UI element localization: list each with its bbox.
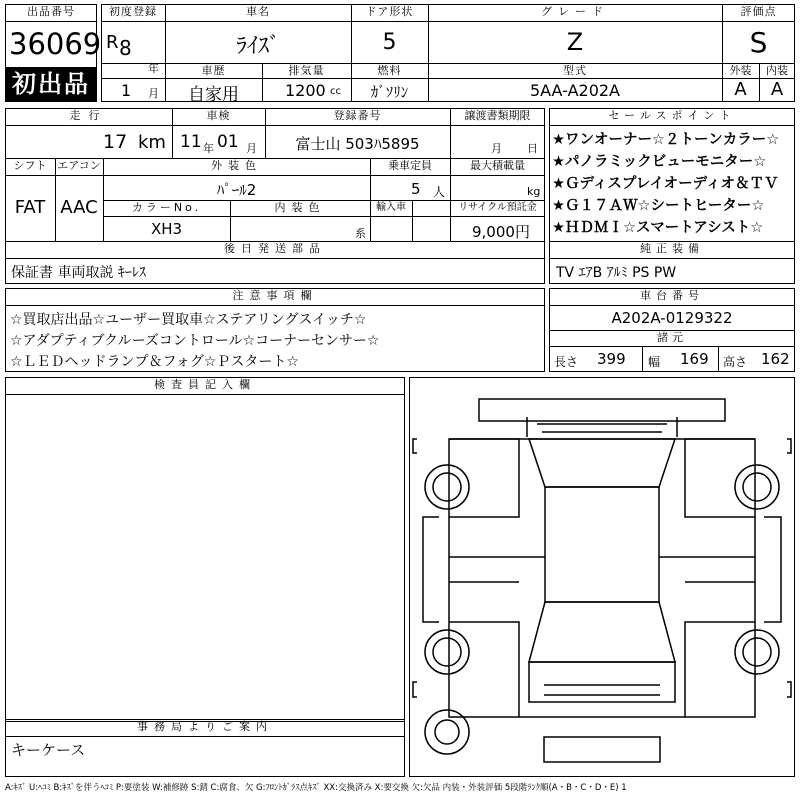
color-no-value: XH3 (150, 220, 183, 238)
interior-label: 内装 (766, 64, 788, 77)
model-code-value: 5AA-A202A (529, 81, 620, 100)
fuel-label: 燃料 (377, 64, 402, 77)
recycle-value: 9,000円 (472, 223, 530, 241)
score-label: 評価点 (740, 5, 777, 18)
transfer-day-unit: 日 (527, 142, 538, 155)
first-reg-month: 1 (121, 81, 132, 100)
length-value: 399 (597, 350, 626, 368)
mileage-unit: km (138, 132, 166, 153)
capacity-value: 5 (411, 180, 421, 198)
legend-text: A:ｷｽﾞ U:ﾍｺﾐ B:ｷｽﾞを伴うﾍｺﾐ P:要塗装 W:補修跡 S:錆 C:腐食、欠 G:ﾌﾛﾝﾄｶﾞﾗｽ点ｷｽﾞ XX:交換済み X:要交換 欠:欠品 内装・外装評価 5段階ﾗﾝｸ順(A・B・C・D・E) 1 (5, 783, 627, 793)
first-reg-month-unit: 月 (148, 87, 159, 100)
exterior-label: 外装 (729, 64, 752, 77)
lot-label: 出品番号 (27, 5, 75, 18)
first-reg-era: R (106, 32, 119, 53)
later-items-label: 後日発送部品 (224, 242, 326, 255)
history-value: 自家用 (188, 85, 239, 105)
aircon-label: エアコン (57, 159, 101, 172)
lot-number: 36069 (9, 27, 102, 61)
notes-line: ☆買取店出品☆ユーザー買取車☆ステアリングスイッチ☆ (10, 312, 367, 328)
car-name-label: 車名 (246, 5, 270, 18)
max-load-unit: kg (527, 185, 541, 198)
recycle-label: リサイクル預託金 (458, 202, 537, 213)
office-value: キーケース (11, 741, 86, 759)
height-value: 162 (761, 350, 790, 368)
int-color-label: 内装色 (274, 201, 326, 214)
first-reg-label: 初度登録 (109, 5, 157, 18)
doors-value: 5 (382, 30, 397, 55)
mileage-value: 17 (103, 131, 128, 153)
notes-line: ☆ＬＥＤヘッドランプ＆フォグ☆Ｐスタート☆ (10, 354, 299, 370)
sales-point-line: ★Ｇ１７ＡＷ☆シートヒーター☆ (552, 198, 765, 214)
car-name: ﾗｲｽﾞ (235, 34, 280, 59)
first-listing-badge: 初出品 (6, 67, 96, 101)
equipment-label: 純正装備 (640, 242, 704, 255)
later-items-value: 保証書 車両取説 ｷｰﾚｽ (11, 265, 146, 281)
sales-point-line: ★パノラミックビューモニター☆ (552, 154, 767, 170)
displacement-value: 1200 (285, 81, 326, 100)
ext-color-label: 外装色 (211, 159, 262, 172)
inspector-box (5, 377, 405, 722)
plate-label: 登録番号 (333, 109, 382, 122)
equipment-value: TV ｴｱB ｱﾙﾐ PS PW (556, 265, 677, 281)
capacity-label: 乗車定員 (388, 159, 432, 172)
car-diagram (409, 377, 795, 777)
chassis-value: A202A-0129322 (611, 309, 733, 327)
max-load-label: 最大積載量 (470, 159, 525, 172)
first-reg-year-unit: 年 (148, 62, 159, 75)
interior-score: A (770, 79, 784, 100)
inspection-year-unit: 年 (203, 142, 214, 155)
inspection-month: 01 (217, 132, 239, 152)
sales-point-line: ★ワンオーナー☆２トーンカラー☆ (552, 132, 780, 148)
inspection-month-unit: 月 (246, 142, 257, 155)
int-color-unit: 系 (355, 227, 366, 240)
color-no-label: カラーNo. (131, 201, 202, 214)
ext-color-value: ﾊﾟｰﾙ2 (216, 181, 257, 199)
first-reg-year: 8 (119, 36, 132, 60)
exterior-score: A (734, 79, 747, 100)
aircon-value: AAC (60, 197, 98, 218)
inspection-label: 車検 (206, 109, 231, 122)
doors-label: ドア形状 (365, 5, 414, 18)
model-code-label: 型式 (563, 64, 587, 77)
score-value: S (749, 26, 768, 59)
inspection-year: 11 (180, 132, 202, 152)
shift-value: FAT (14, 197, 46, 218)
sales-points-label: セールスポイント (608, 109, 736, 122)
sales-point-line: ★ＨＤＭＩ☆スマートアシスト☆ (552, 220, 764, 236)
notes-label: 注意事項欄 (232, 289, 318, 302)
length-label: 長さ (554, 355, 579, 369)
sales-point-line: ★Ｇディスプレイオーディオ＆ＴＶ (552, 176, 779, 192)
dims-label: 諸元 (657, 331, 687, 344)
grade-label: グレード (541, 5, 609, 18)
import-label: 輸入車 (376, 202, 406, 213)
plate-value: 富士山 503ﾊ5895 (295, 135, 420, 153)
grade-value: Z (566, 28, 584, 56)
mileage-label: 走行 (69, 109, 108, 122)
width-label: 幅 (648, 355, 661, 369)
fuel-value: ｶﾞｿﾘﾝ (370, 83, 409, 101)
displacement-unit: cc (330, 86, 341, 97)
shift-label: シフト (13, 159, 47, 172)
capacity-unit: 人 (433, 185, 446, 199)
inspector-label: 検査員記入欄 (154, 378, 256, 391)
chassis-label: 車台番号 (640, 289, 704, 302)
notes-line: ☆アダプティブクルーズコントロール☆コーナーセンサー☆ (10, 333, 380, 349)
width-value: 169 (680, 350, 709, 368)
transfer-label: 譲渡書類期限 (464, 109, 531, 122)
office-label: 事務局よりご案内 (137, 720, 273, 733)
history-label: 車歴 (201, 64, 226, 77)
displacement-label: 排気量 (288, 64, 325, 77)
transfer-month-unit: 月 (491, 142, 502, 155)
height-label: 高さ (723, 355, 748, 369)
